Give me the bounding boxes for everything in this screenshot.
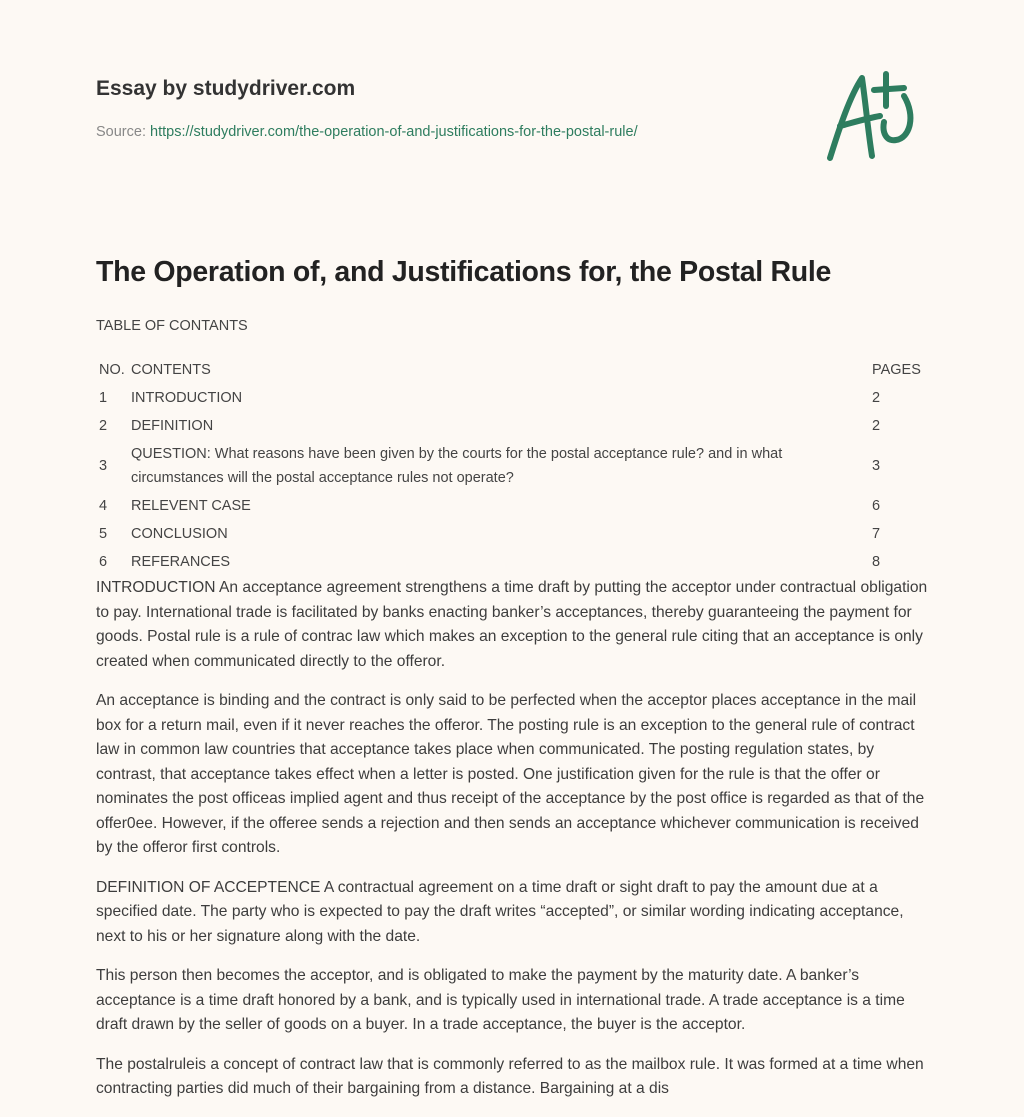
a-plus-logo-icon	[820, 66, 930, 166]
table-row	[96, 412, 930, 440]
table-row	[96, 548, 930, 576]
site-brand: Essay by studydriver.com	[96, 77, 356, 100]
table-row	[96, 440, 930, 492]
paragraph: DEFINITION OF ACCEPTENCE A contractual agreement on a time draft or sight draft to pay the amount due at a specified date. The party who is expected to pay the draft writes “accepted”, or similar wording indicating acceptance, next to his or her signature along with the date.	[96, 878, 904, 945]
toc-heading: TABLE OF CONTANTS	[96, 318, 248, 334]
row-page: 6	[872, 498, 881, 514]
row-no: 5	[99, 526, 108, 542]
col-contents: CONTENTS	[131, 362, 211, 378]
row-content: QUESTION: What reasons have been given by the courts for the postal acceptance rule? and in what circumstances will the postal acceptance rules not operate?	[131, 446, 783, 486]
table-row	[96, 520, 930, 548]
row-content: DEFINITION	[131, 418, 214, 434]
row-content: CONCLUSION	[131, 526, 228, 542]
col-pages: PAGES	[872, 362, 921, 378]
toc-header-row	[96, 356, 930, 384]
row-page: 2	[872, 390, 881, 406]
source-label: Source:	[96, 124, 146, 140]
row-page: 7	[872, 526, 881, 542]
page-title: The Operation of, and Justifications for, the Postal Rule	[96, 256, 832, 288]
source-link[interactable]: https://studydriver.com/the-operation-of-and-justifications-for-the-postal-rule/	[150, 124, 638, 140]
source-line	[96, 124, 638, 140]
row-content: INTRODUCTION	[131, 390, 243, 406]
table-row	[96, 384, 930, 412]
paragraph: An acceptance is binding and the contract is only said to be perfected when the acceptor places acceptance in the mail box for a return mail, even if it never reaches the offeror. The posting rule is an exception to the general rule of contract law in common law countries that acceptance takes place when communicated. The posting regulation states, by contrast, that acceptance takes effect when a letter is posted. One justification given for the rule is that the offer or nominates the post officeas implied agent and thus receipt of the acceptance by the post office is regarded as that of the offer0ee. However, if the offeree sends a rejection and then sends an acceptance whichever communication is received by the offeror first controls.	[96, 692, 925, 856]
paragraph: The postalruleis a concept of contract law that is commonly referred to as the mailbox rule. It was formed at a time when contracting parties did much of their bargaining from a distance. Bargaining at a dis	[96, 1055, 924, 1097]
row-no: 2	[99, 418, 108, 434]
essay-body	[96, 576, 932, 1117]
row-no: 3	[99, 458, 108, 474]
row-page: 8	[872, 554, 881, 570]
row-no: 4	[99, 498, 108, 514]
row-page: 3	[872, 458, 881, 474]
row-content: RELEVENT CASE	[131, 498, 251, 514]
toc-table	[96, 356, 930, 576]
row-page: 2	[872, 418, 881, 434]
row-content: REFERANCES	[131, 554, 231, 570]
paragraph: This person then becomes the acceptor, and is obligated to make the payment by the maturity date. A banker’s acceptance is a time draft honored by a bank, and is typically used in international trade. A trade acceptance is a time draft drawn by the seller of goods on a buyer. In a trade acceptance, the buyer is the acceptor.	[96, 967, 905, 1033]
col-no: NO.	[99, 362, 125, 378]
table-row	[96, 492, 930, 520]
row-no: 1	[99, 390, 108, 406]
row-no: 6	[99, 554, 108, 570]
paragraph: INTRODUCTION An acceptance agreement strengthens a time draft by putting the acceptor under contractual obligation to pay. International trade is facilitated by banks enacting banker’s acceptances, thereby guaranteeing the payment for goods. Postal rule is a rule of contrac law which makes an exception to the general rule citing that an acceptance is only created when communicated directly to the offeror.	[96, 579, 928, 670]
